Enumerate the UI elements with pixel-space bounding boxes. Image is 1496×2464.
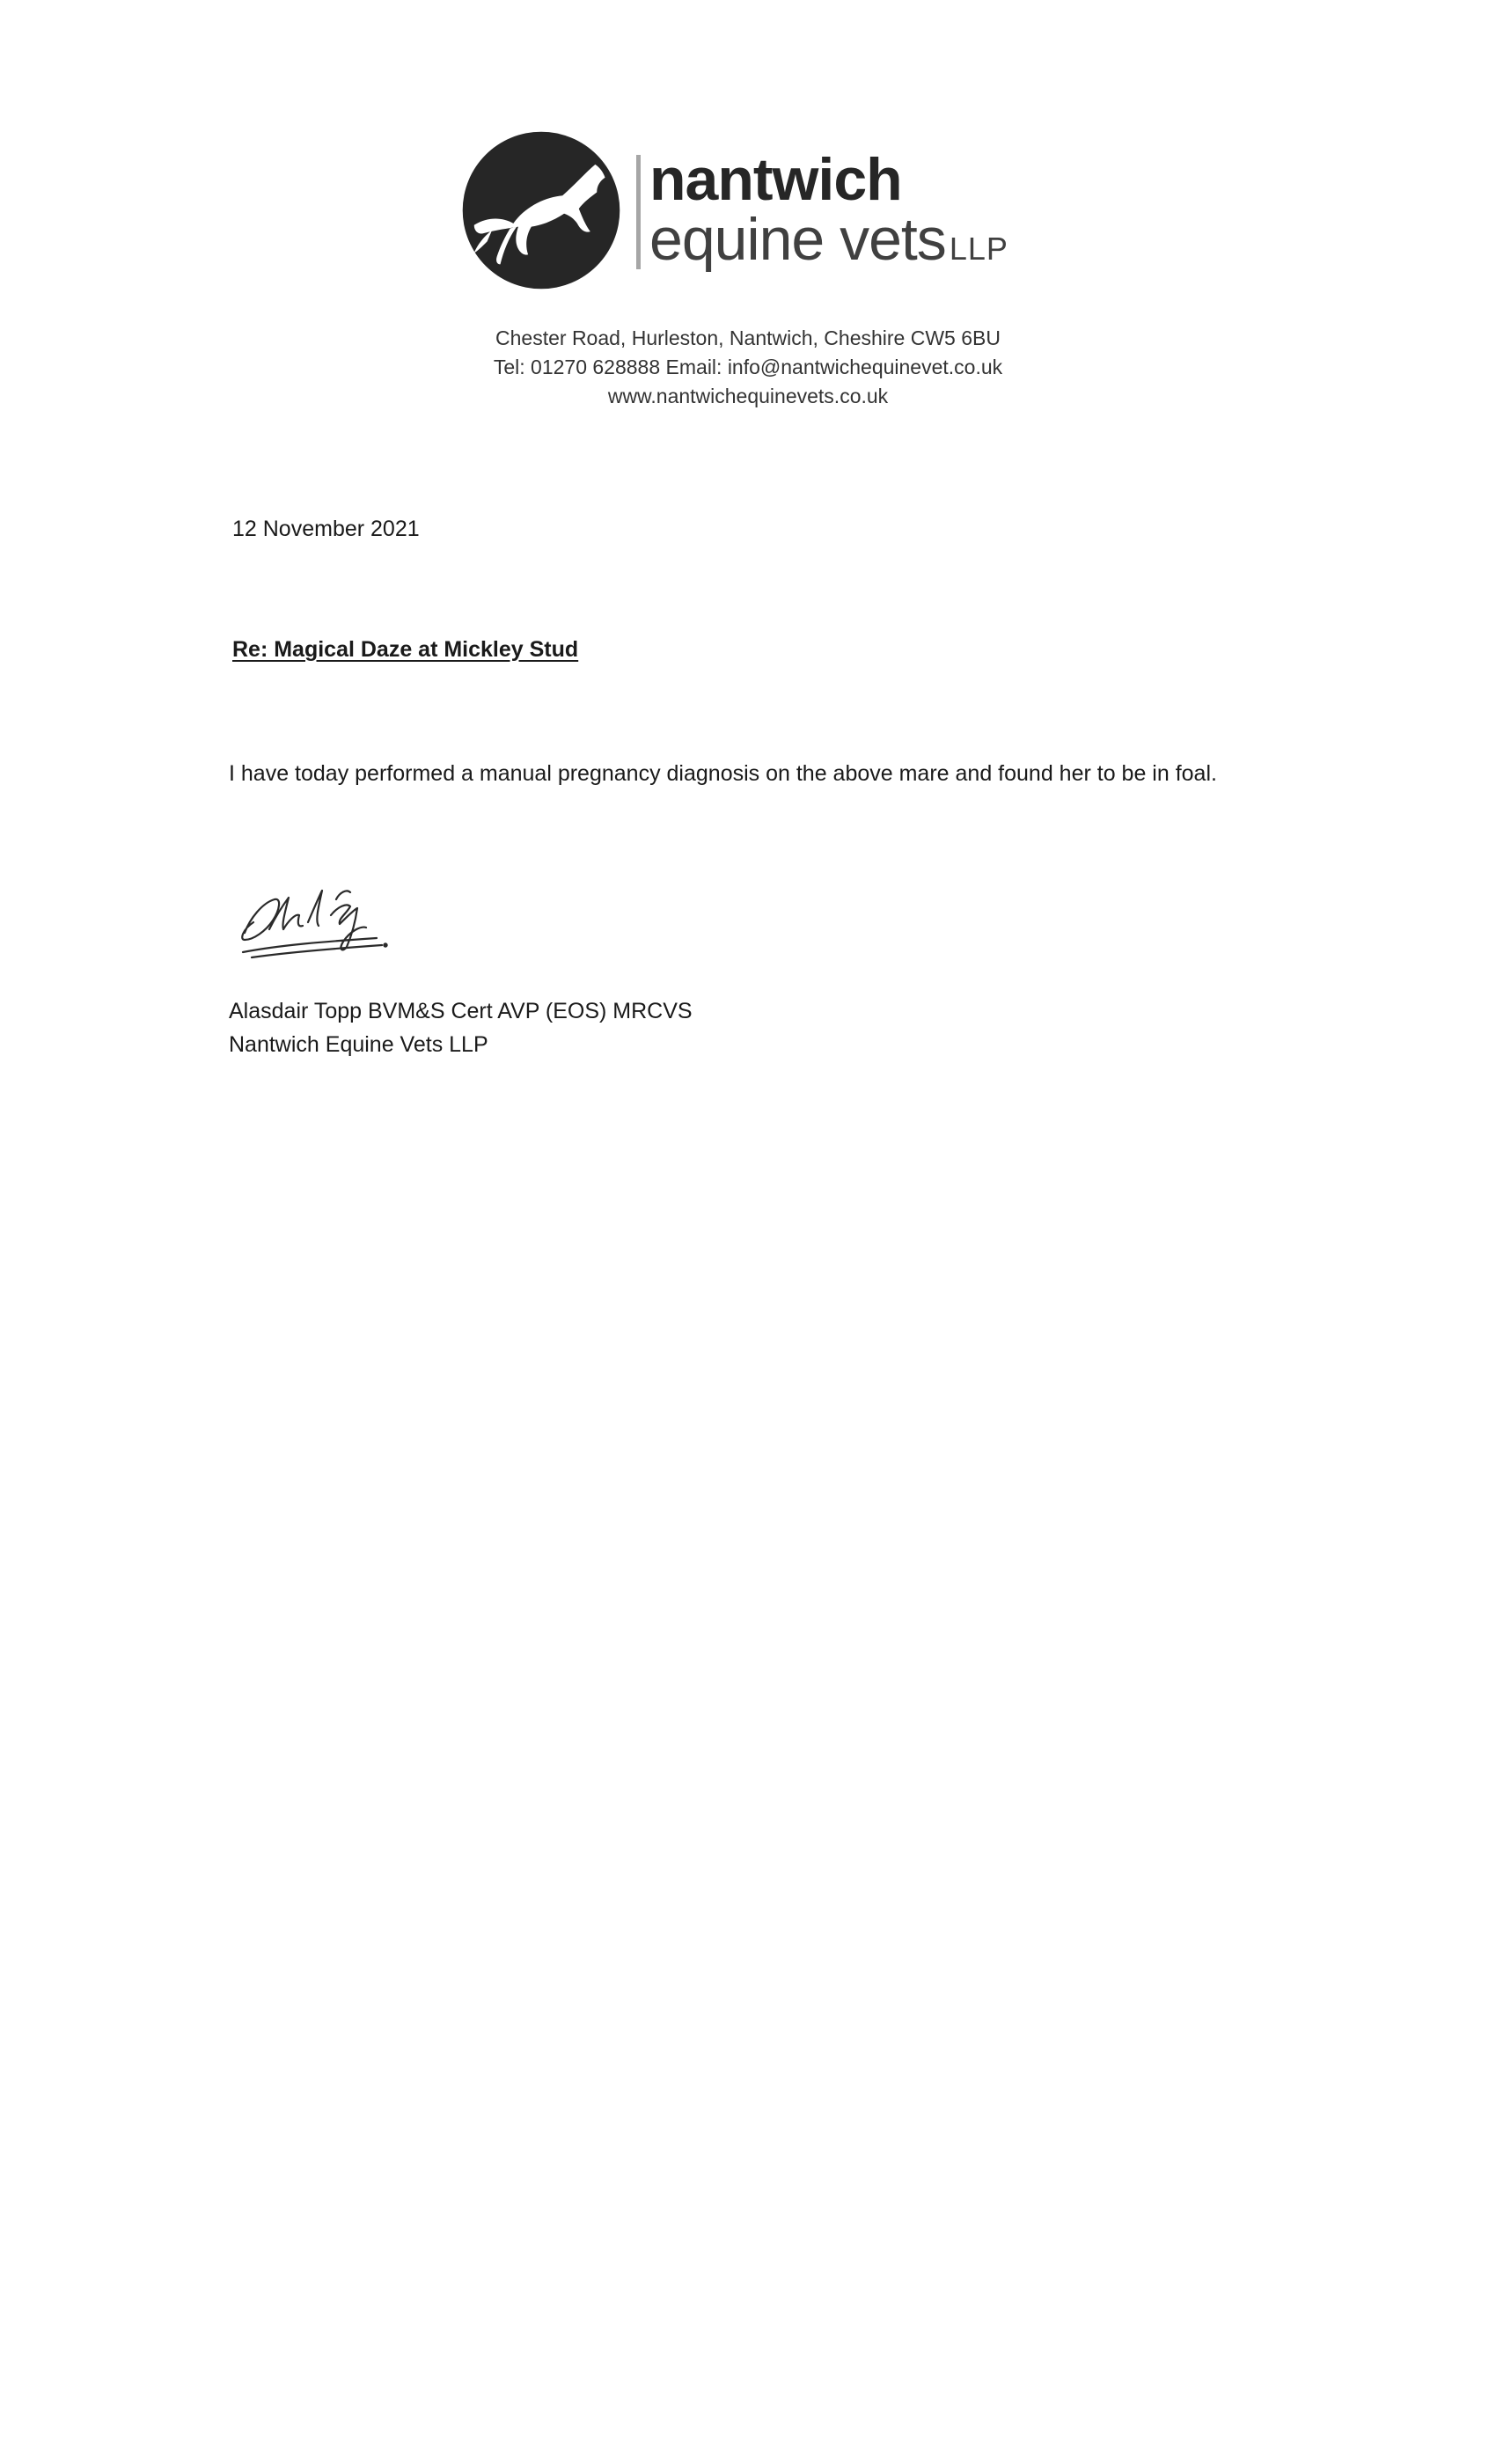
address-line: Chester Road, Hurleston, Nantwich, Cheshire CW5 6BU: [495, 326, 1001, 349]
signatory-name: Alasdair Topp BVM&S Cert AVP (EOS) MRCVS: [229, 999, 693, 1023]
letter-body: I have today performed a manual pregnancy diagnosis on the above mare and found her to be in foal.: [229, 761, 1217, 786]
letter-date: 12 November 2021: [232, 517, 420, 541]
handwritten-signature-icon: [227, 871, 403, 968]
letterhead: [0, 0, 1496, 422]
signatory-block: [229, 994, 693, 1061]
logo-divider: [636, 155, 641, 269]
jumping-horse-logo-icon: [459, 128, 623, 292]
brand-name-equine-vets: equine vets: [649, 206, 946, 273]
phone-email-line: Tel: 01270 628888 Email: info@nantwichequinevet.co.uk: [493, 356, 1003, 378]
brand-suffix: LLP: [949, 231, 1008, 267]
brand-name-line2: [649, 206, 1008, 273]
signatory-practice: Nantwich Equine Vets LLP: [229, 1032, 488, 1057]
website-line: www.nantwichequinevets.co.uk: [607, 385, 889, 407]
letter-subject: Re: Magical Daze at Mickley Stud: [232, 637, 579, 662]
brand-name-line1: nantwich: [649, 146, 902, 213]
